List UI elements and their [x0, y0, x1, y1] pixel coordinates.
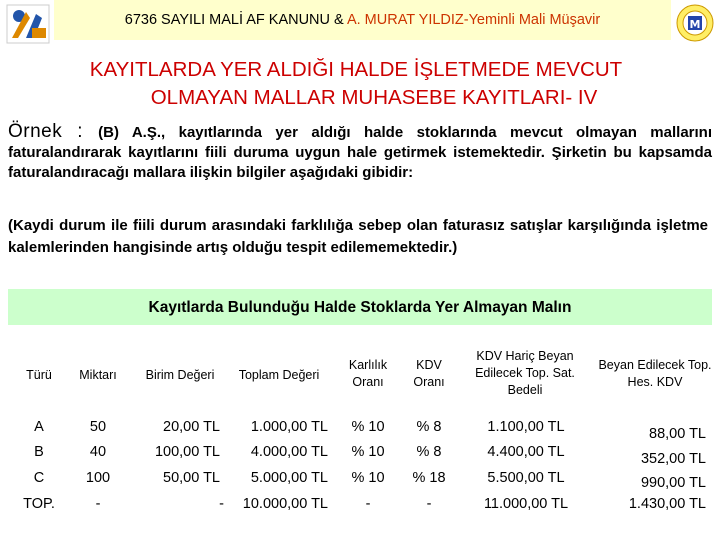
- cell-declared: 88,00 TL: [649, 426, 706, 442]
- header-band: [54, 0, 671, 40]
- cell-profit: % 10: [351, 419, 385, 435]
- header-title-author: A. MURAT YILDIZ-Yeminli Mali Müşavir: [346, 12, 601, 28]
- cell-excl: 4.400,00 TL: [487, 444, 565, 460]
- cell-type: C: [33, 470, 45, 486]
- cell-declared: 1.430,00 TL: [628, 496, 706, 512]
- table-title-band: [8, 289, 712, 325]
- example-text: (B) A.Ş., kayıtlarında yer aldığı halde stoklarında mevcut olmayan mallarını faturalandırarak kayıtlarını fiili duruma uygun hale getirmek istemektedir. Şirketin bu kapsamda faturalandıracağı mallara ilişkin bilgiler aşağıdaki gibidir:: [8, 124, 713, 181]
- cell-kdv: % 18: [412, 470, 446, 486]
- slide-title-line1: KAYITLARDA YER ALDIĞI HALDE İŞLETMEDE MEVCUT: [89, 58, 623, 81]
- cell-excl: 5.500,00 TL: [487, 470, 565, 486]
- cell-kdv: % 8: [416, 419, 442, 435]
- cell-kdv: % 8: [416, 444, 442, 460]
- cell-total: 5.000,00 TL: [250, 470, 328, 486]
- cell-total: 4.000,00 TL: [250, 444, 328, 460]
- header-declared: Beyan Edilecek Top. Hes. KDV: [598, 358, 712, 389]
- cell-profit: -: [365, 496, 371, 512]
- cell-kdv: -: [426, 496, 432, 512]
- cell-total: 10.000,00 TL: [242, 496, 328, 512]
- cell-profit: % 10: [351, 470, 385, 486]
- header-type: Türü: [26, 368, 52, 382]
- cell-qty: -: [95, 496, 101, 512]
- header-profit: Karlılık Oranı: [348, 358, 388, 389]
- cell-profit: % 10: [351, 444, 385, 460]
- header-title: [54, 12, 671, 28]
- seal-letter: M: [689, 18, 701, 31]
- cell-type: A: [34, 419, 44, 435]
- cell-total: 1.000,00 TL: [250, 419, 328, 435]
- header-unit: Birim Değeri: [145, 368, 215, 382]
- header-total: Toplam Değeri: [238, 368, 320, 382]
- mm-seal-icon: [676, 4, 714, 42]
- cell-excl: 1.100,00 TL: [487, 419, 565, 435]
- cell-type: TOP.: [23, 496, 55, 512]
- cell-unit: 50,00 TL: [163, 470, 220, 486]
- cell-type: B: [34, 444, 44, 460]
- table-title: Kayıtlarda Bulunduğu Halde Stoklarda Yer Almayan Malın: [148, 299, 572, 316]
- note-paragraph: (Kaydi durum ile fiili durum arasındaki farklılığa sebep olan faturasız satışlar karşılığında işletme kalemlerinden hangisinde artış olduğu tespit edilememektedir.): [8, 217, 708, 256]
- cell-unit: 20,00 TL: [163, 419, 220, 435]
- header-kdv: KDV Oranı: [413, 358, 445, 389]
- slide-title-line2: OLMAYAN MALLAR MUHASEBE KAYITLARI- IV: [150, 86, 598, 109]
- cell-qty: 100: [85, 470, 111, 486]
- cell-unit: -: [219, 496, 224, 512]
- cell-unit: 100,00 TL: [154, 444, 220, 460]
- cell-qty: 50: [89, 419, 107, 435]
- header-qty: Miktarı: [79, 368, 117, 382]
- example-paragraph: [8, 122, 712, 183]
- cell-qty: 40: [89, 444, 107, 460]
- cell-declared: 990,00 TL: [640, 475, 706, 491]
- header-excl: KDV Hariç Beyan Edilecek Top. Sat. Bedeli: [475, 349, 575, 397]
- cell-declared: 352,00 TL: [640, 451, 706, 467]
- hy-logo-icon: [6, 4, 50, 44]
- example-label: Örnek :: [8, 121, 99, 142]
- cell-excl: 11.000,00 TL: [483, 496, 569, 512]
- header-title-prefix: 6736 SAYILI MALİ AF KANUNU &: [124, 12, 347, 28]
